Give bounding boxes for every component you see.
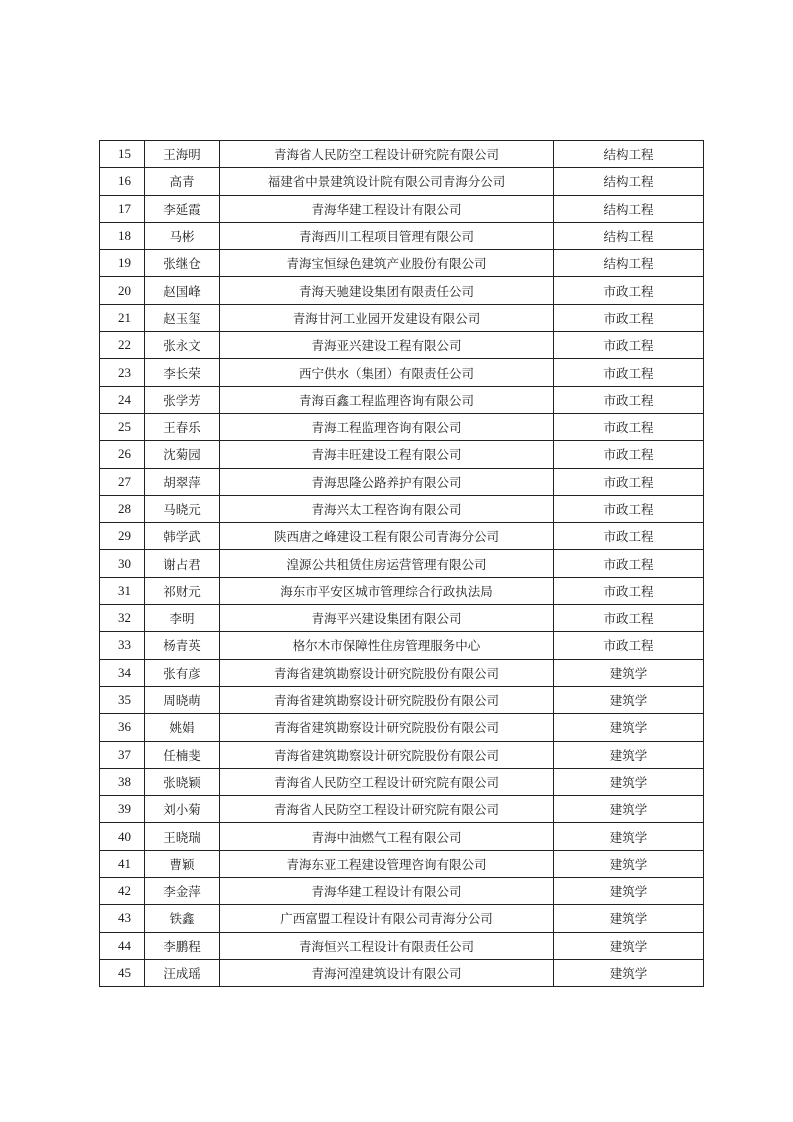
table-row [100,714,704,741]
table-row [100,768,704,795]
row-number-cell: 43 [100,905,145,932]
organization-cell: 青海华建工程设计有限公司 [220,195,554,222]
row-number-cell: 18 [100,222,145,249]
specialty-cell: 建筑学 [554,850,704,877]
person-name-cell: 姚娟 [145,714,220,741]
row-number-cell: 33 [100,632,145,659]
specialty-cell: 市政工程 [554,277,704,304]
person-name-cell: 李鹏程 [145,932,220,959]
table-row [100,850,704,877]
table-row [100,741,704,768]
table-row [100,332,704,359]
specialty-cell: 建筑学 [554,959,704,986]
personnel-table [99,140,704,987]
row-number-cell: 37 [100,741,145,768]
row-number-cell: 42 [100,878,145,905]
organization-cell: 青海西川工程项目管理有限公司 [220,222,554,249]
person-name-cell: 张晓颖 [145,768,220,795]
specialty-cell: 市政工程 [554,441,704,468]
person-name-cell: 祁财元 [145,577,220,604]
specialty-cell: 结构工程 [554,141,704,168]
specialty-cell: 建筑学 [554,905,704,932]
specialty-cell: 市政工程 [554,523,704,550]
person-name-cell: 张有彦 [145,659,220,686]
table-row [100,659,704,686]
specialty-cell: 市政工程 [554,359,704,386]
specialty-cell: 建筑学 [554,768,704,795]
row-number-cell: 15 [100,141,145,168]
specialty-cell: 建筑学 [554,686,704,713]
specialty-cell: 建筑学 [554,741,704,768]
table-row [100,195,704,222]
person-name-cell: 张永文 [145,332,220,359]
organization-cell: 青海工程监理咨询有限公司 [220,413,554,440]
row-number-cell: 39 [100,796,145,823]
row-number-cell: 27 [100,468,145,495]
person-name-cell: 李明 [145,605,220,632]
organization-cell: 青海省建筑勘察设计研究院股份有限公司 [220,686,554,713]
person-name-cell: 李金萍 [145,878,220,905]
specialty-cell: 建筑学 [554,796,704,823]
person-name-cell: 赵国峰 [145,277,220,304]
specialty-cell: 市政工程 [554,605,704,632]
person-name-cell: 刘小菊 [145,796,220,823]
specialty-cell: 市政工程 [554,304,704,331]
row-number-cell: 28 [100,495,145,522]
organization-cell: 湟源公共租赁住房运营管理有限公司 [220,550,554,577]
organization-cell: 青海省建筑勘察设计研究院股份有限公司 [220,659,554,686]
organization-cell: 福建省中景建筑设计院有限公司青海分公司 [220,168,554,195]
row-number-cell: 45 [100,959,145,986]
row-number-cell: 23 [100,359,145,386]
row-number-cell: 31 [100,577,145,604]
table-row [100,222,704,249]
organization-cell: 格尔木市保障性住房管理服务中心 [220,632,554,659]
specialty-cell: 建筑学 [554,659,704,686]
person-name-cell: 杨青英 [145,632,220,659]
organization-cell: 西宁供水（集团）有限责任公司 [220,359,554,386]
table-row [100,168,704,195]
row-number-cell: 29 [100,523,145,550]
specialty-cell: 结构工程 [554,250,704,277]
organization-cell: 青海中油燃气工程有限公司 [220,823,554,850]
person-name-cell: 赵玉玺 [145,304,220,331]
table-row [100,141,704,168]
personnel-table-container [99,140,703,987]
organization-cell: 青海省人民防空工程设计研究院有限公司 [220,768,554,795]
row-number-cell: 34 [100,659,145,686]
organization-cell: 陕西唐之峰建设工程有限公司青海分公司 [220,523,554,550]
table-row [100,823,704,850]
organization-cell: 青海思隆公路养护有限公司 [220,468,554,495]
row-number-cell: 20 [100,277,145,304]
row-number-cell: 38 [100,768,145,795]
organization-cell: 青海宝恒绿色建筑产业股份有限公司 [220,250,554,277]
person-name-cell: 沈菊园 [145,441,220,468]
person-name-cell: 周晓萌 [145,686,220,713]
person-name-cell: 谢占君 [145,550,220,577]
specialty-cell: 建筑学 [554,932,704,959]
row-number-cell: 21 [100,304,145,331]
row-number-cell: 17 [100,195,145,222]
row-number-cell: 26 [100,441,145,468]
organization-cell: 青海东亚工程建设管理咨询有限公司 [220,850,554,877]
table-row [100,386,704,413]
row-number-cell: 41 [100,850,145,877]
table-row [100,441,704,468]
row-number-cell: 16 [100,168,145,195]
row-number-cell: 32 [100,605,145,632]
table-row [100,550,704,577]
specialty-cell: 市政工程 [554,577,704,604]
organization-cell: 青海丰旺建设工程有限公司 [220,441,554,468]
organization-cell: 青海兴太工程咨询有限公司 [220,495,554,522]
table-row [100,577,704,604]
row-number-cell: 44 [100,932,145,959]
specialty-cell: 建筑学 [554,714,704,741]
table-body [100,141,704,987]
person-name-cell: 铁鑫 [145,905,220,932]
specialty-cell: 建筑学 [554,823,704,850]
person-name-cell: 张继仓 [145,250,220,277]
specialty-cell: 市政工程 [554,550,704,577]
table-row [100,959,704,986]
row-number-cell: 30 [100,550,145,577]
organization-cell: 青海平兴建设集团有限公司 [220,605,554,632]
organization-cell: 青海省人民防空工程设计研究院有限公司 [220,796,554,823]
organization-cell: 青海甘河工业园开发建设有限公司 [220,304,554,331]
organization-cell: 青海河湟建筑设计有限公司 [220,959,554,986]
organization-cell: 青海省人民防空工程设计研究院有限公司 [220,141,554,168]
table-row [100,495,704,522]
person-name-cell: 李延霞 [145,195,220,222]
table-row [100,605,704,632]
person-name-cell: 王海明 [145,141,220,168]
specialty-cell: 市政工程 [554,632,704,659]
organization-cell: 青海恒兴工程设计有限责任公司 [220,932,554,959]
specialty-cell: 结构工程 [554,168,704,195]
row-number-cell: 40 [100,823,145,850]
specialty-cell: 结构工程 [554,195,704,222]
person-name-cell: 王晓瑞 [145,823,220,850]
row-number-cell: 24 [100,386,145,413]
organization-cell: 青海天驰建设集团有限责任公司 [220,277,554,304]
organization-cell: 海东市平安区城市管理综合行政执法局 [220,577,554,604]
row-number-cell: 36 [100,714,145,741]
specialty-cell: 市政工程 [554,386,704,413]
row-number-cell: 22 [100,332,145,359]
specialty-cell: 市政工程 [554,413,704,440]
table-row [100,277,704,304]
table-row [100,796,704,823]
specialty-cell: 结构工程 [554,222,704,249]
person-name-cell: 胡翠萍 [145,468,220,495]
specialty-cell: 建筑学 [554,878,704,905]
person-name-cell: 马彬 [145,222,220,249]
table-row [100,686,704,713]
table-row [100,632,704,659]
row-number-cell: 35 [100,686,145,713]
table-row [100,468,704,495]
person-name-cell: 马晓元 [145,495,220,522]
person-name-cell: 王春乐 [145,413,220,440]
table-row [100,523,704,550]
organization-cell: 广西富盟工程设计有限公司青海分公司 [220,905,554,932]
row-number-cell: 25 [100,413,145,440]
row-number-cell: 19 [100,250,145,277]
person-name-cell: 高青 [145,168,220,195]
organization-cell: 青海亚兴建设工程有限公司 [220,332,554,359]
table-row [100,304,704,331]
table-row [100,250,704,277]
organization-cell: 青海省建筑勘察设计研究院股份有限公司 [220,741,554,768]
table-row [100,878,704,905]
person-name-cell: 任楠斐 [145,741,220,768]
person-name-cell: 曹颖 [145,850,220,877]
organization-cell: 青海华建工程设计有限公司 [220,878,554,905]
specialty-cell: 市政工程 [554,495,704,522]
organization-cell: 青海百鑫工程监理咨询有限公司 [220,386,554,413]
organization-cell: 青海省建筑勘察设计研究院股份有限公司 [220,714,554,741]
person-name-cell: 韩学武 [145,523,220,550]
specialty-cell: 市政工程 [554,332,704,359]
person-name-cell: 张学芳 [145,386,220,413]
table-row [100,413,704,440]
person-name-cell: 李长荣 [145,359,220,386]
table-row [100,932,704,959]
table-row [100,359,704,386]
person-name-cell: 汪成瑶 [145,959,220,986]
specialty-cell: 市政工程 [554,468,704,495]
table-row [100,905,704,932]
